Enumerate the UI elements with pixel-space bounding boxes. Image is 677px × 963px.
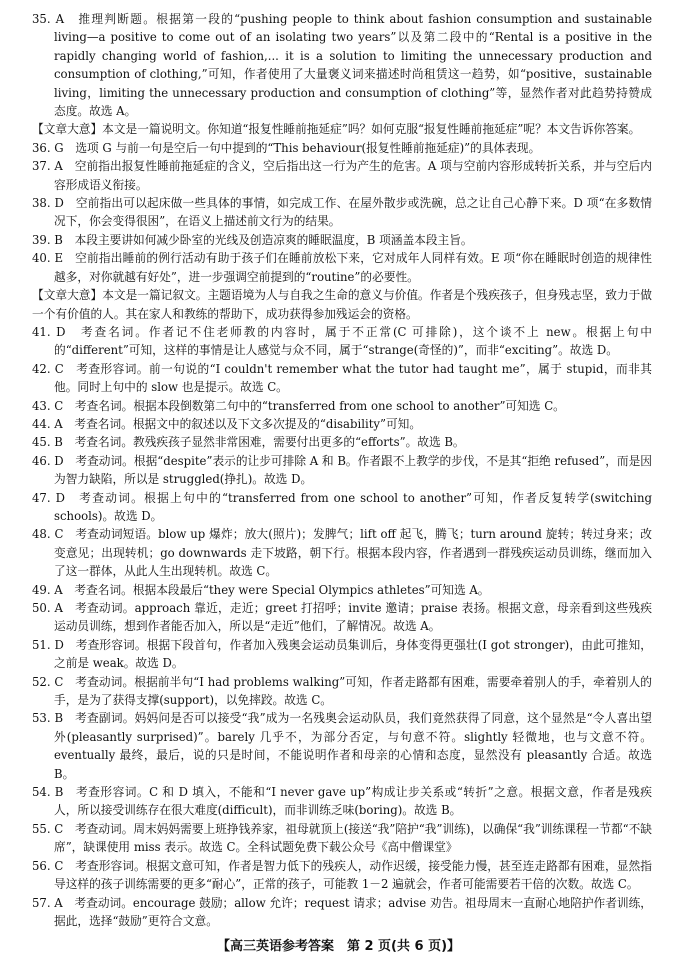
answer-40: 40. E 空前指出睡前的例行活动有助于孩子们在睡前放松下来，它对成年人同样有效。E 项“你在睡眠时创造的规律性越多，对你就越有好处”，进一步强调空前提到的“routine”的必要性。 bbox=[32, 251, 652, 284]
answer-38: 38. D 空前指出可以起床做一些具体的事情，如完成工作、在屋外散步或洗碗，总之让自己心静下来。D 项“在多数情况下，你会变得很困”，在语义上描述前文行为的结果。 bbox=[32, 196, 652, 229]
answer-41: 41. D 考查名词。作者记不住老师教的内容时，属于不正常(C 可排除)，这个谈不上 new。根据上句中的“different”可知，这样的事情是让人感觉与众不同，属于“strange(奇怪的)”，而非“exciting”。故选 D。 bbox=[32, 324, 652, 358]
answer-35: 35. A 推理判断题。根据第一段的“pushing people to think about fashion consumption and sustainable living—a positive to come out of an isolating two years”以及第二段中的“Rental is a positive in the rapidly changing world of fashion,... it is a solution to limiting the unnecessary production and consumption of clothing,”可知，作者使用了大量褒义词来描述时尚租赁这一趋势，如“positive，sustainable living，limiting the unnecessary production and consumption of clothing”等，显然作者对此趋势持赞成态度。故选 A。 bbox=[32, 12, 652, 119]
answer-43: 43. C 考查名词。根据本段倒数第二句中的“transferred from one school to another”可知选 C。 bbox=[32, 398, 565, 413]
page-footer: 【高三英语参考答案 第 2 页(共 6 页)】 bbox=[216, 939, 461, 954]
answer-52: 52. C 考查动词。根据前半句“I had problems walking”可知，作者走路都有困难，需要牵着别人的手，牵着别人的手，是为了获得支撑(support)，以免摔跤。故选 C。 bbox=[32, 674, 652, 708]
answer-57: 57. A 考查动词。encourage 鼓励；allow 允许；request 请求；advise 劝告。祖母周末一直耐心地陪护作者训练，据此，选择“鼓励”更符合文意。 bbox=[32, 895, 652, 928]
answer-47: 47. D 考查动词。根据上句中的“transferred from one school to another”可知，作者反复转学(switching schools)。故选 D。 bbox=[32, 490, 652, 523]
article-summary-1: 【文章大意】本文是一篇说明文。你知道“报复性睡前拖延症”吗？如何克服“报复性睡前拖延症”呢？本文告诉你答案。 bbox=[32, 122, 641, 137]
answer-56: 56. C 考查形容词。根据文意可知，作者是智力低下的残疾人，动作迟缓，接受能力慢，甚至连走路都有困难，显然指导这样的孩子训练需要的更多“耐心”，正常的孩子，可能教 1－2 遍就会，作者可能需要若干倍的次数。故选 C。 bbox=[32, 858, 652, 892]
answer-55: 55. C 考查动词。周末妈妈需要上班挣钱养家，祖母就顶上(接送“我”陪护“我”训练)，以确保“我”训练课程一节都“不缺席”，缺课使用 miss 表示。故选 C。全科试题免费下载公众号《高中僧课堂》 bbox=[32, 821, 652, 855]
answer-54: 54. B 考查形容词。C 和 D 填入，不能和“I never gave up”构成让步关系或“转折”之意。根据文意，作者是残疾人，所以接受训练存在很大难度(difficult)，而非训练乏味(boring)。故选 B。 bbox=[32, 785, 652, 818]
article-summary-2: 【文章大意】本文是一篇记叙文。主题语境为人与自我之生命的意义与价值。作者是个残疾孩子，但身残志坚，致力于做一个有价值的人。其在家人和教练的帮助下，成功获得参加残运会的资格。 bbox=[32, 288, 652, 321]
answer-49: 49. A 考查名词。根据本段最后“they were Special Olympics athletes”可知选 A。 bbox=[32, 582, 490, 597]
answer-37: 37. A 空前指出报复性睡前拖延症的含义，空后指出这一行为产生的危害。A 项与空前内容形成转折关系，并与空后内容形成语义衔接。 bbox=[32, 159, 652, 192]
answer-content bbox=[32, 10, 652, 930]
answer-51: 51. D 考查形容词。根据下段首句，作者加入残奥会运动员集训后，身体变得更强壮(I got stronger)，由此可推知，之前是 weak。故选 D。 bbox=[32, 637, 652, 671]
answer-50: 50. A 考查动词。approach 靠近，走近；greet 打招呼；invite 邀请；praise 表扬。根据文意，母亲看到这些残疾运动员训练，想到作者能否加入，所以是“走近”他们，了解情况。故选 A。 bbox=[32, 601, 652, 634]
answer-36: 36. G 选项 G 与前一句是空后一句中提到的“This behaviour(报复性睡前拖延症)”的具体表现。 bbox=[32, 140, 541, 155]
answer-39: 39. B 本段主要讲如何减少卧室的光线及创造凉爽的睡眠温度，B 项涵盖本段主旨。 bbox=[32, 232, 473, 247]
answer-45: 45. B 考查名词。教残疾孩子显然非常困难，需要付出更多的“efforts”。故选 B。 bbox=[32, 435, 465, 450]
answer-42: 42. C 考查形容词。前一句说的“I couldn't remember what the tutor had taught me”，属于 stupid，而非其他。同时上句中的 slow 也是提示。故选 C。 bbox=[32, 361, 652, 395]
answer-53: 53. B 考查副词。妈妈问是否可以接受“我”成为一名残奥会运动队员，我们竟然获得了同意，这个显然是“令人喜出望外(pleasantly surprised)”。barely 几乎不，为部分否定，与句意不符。slightly 轻微地，也与文意不符。eventually 最终，最后，说的只是时间，不能说明作者和母亲的心情和态度，显然没有 pleasantly 合适。故选 B。 bbox=[32, 711, 652, 781]
answer-48: 48. C 考查动词短语。blow up 爆炸；放大(照片)；发脾气；lift off 起飞，腾飞；turn around 旋转；转过身来；改变意见；出现转机；go downwards 走下坡路，朝下行。根据本段内容，作者遇到一群残疾运动员训练，继而加入了这一群体，从此人生出现转机。故选 C。 bbox=[32, 527, 652, 579]
answer-44: 44. A 考查名词。根据文中的叙述以及下文多次提及的“disability”可知。 bbox=[32, 416, 422, 431]
answer-46: 46. D 考查动词。根据“despite”表示的让步可排除 A 和 B。作者跟不上教学的步伐，不是其“拒绝 refused”，而是因为智力缺陷，所以是 struggled(挣扎)。故选 D。 bbox=[32, 453, 652, 487]
